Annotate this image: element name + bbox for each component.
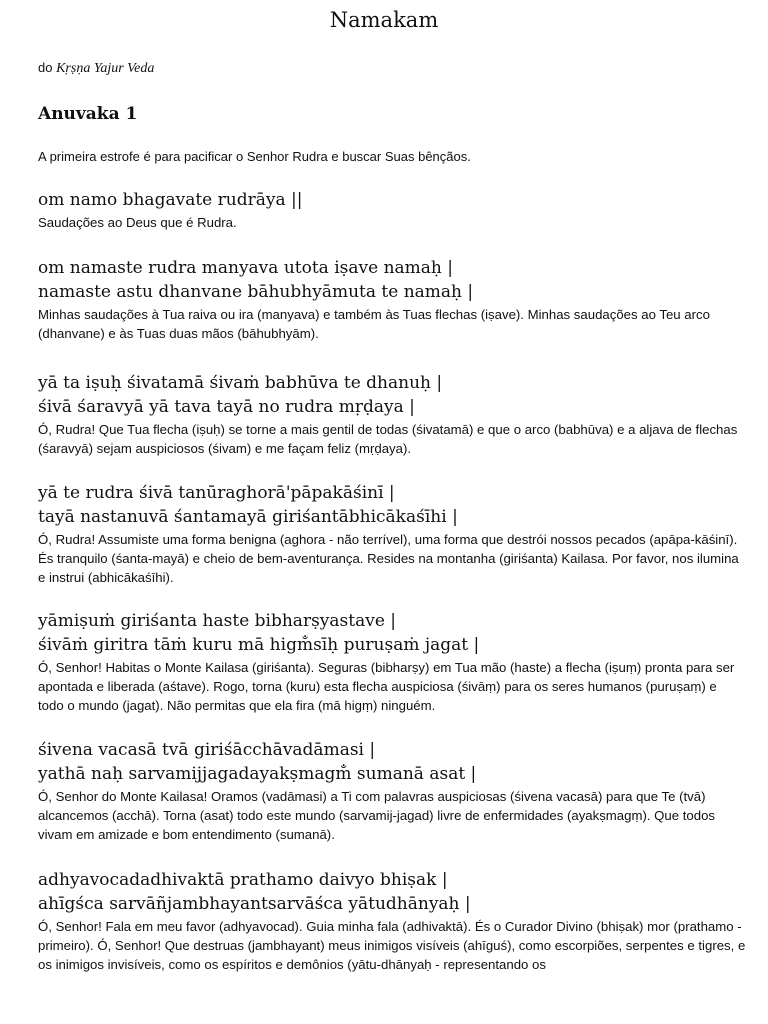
sanskrit-line: yāmiṣuṁ giriśanta haste bibharṣyastave | xyxy=(38,611,397,631)
sanskrit-line: om namaste rudra manyava utota iṣave namaḥ | xyxy=(38,258,453,278)
verse-6 xyxy=(38,738,738,844)
sanskrit-line: yathā naḥ sarvamijjagadayakṣmagm̐ sumanā asat | xyxy=(38,764,477,784)
sanskrit-line: śivena vacasā tvā giriśācchāvadāmasi | xyxy=(38,740,376,760)
verse-1 xyxy=(38,188,738,232)
source-prefix: do xyxy=(38,60,53,75)
sanskrit-line: om namo bhagavate rudrāya || xyxy=(38,190,303,210)
verse-3 xyxy=(38,371,738,458)
sanskrit-line: śivā śaravyā yā tava tayā no rudra mṛḍaya | xyxy=(38,397,415,417)
verse-2 xyxy=(38,256,738,343)
sanskrit-line: adhyavocadadhivaktā prathamo daivyo bhiṣak | xyxy=(38,870,448,890)
section-heading: Anuvaka 1 xyxy=(38,104,138,124)
sanskrit-line: namaste astu dhanvane bāhubhyāmuta te namaḥ | xyxy=(38,282,474,302)
source-line xyxy=(38,60,154,77)
intro-paragraph: A primeira estrofe é para pacificar o Senhor Rudra e buscar Suas bênçãos. xyxy=(38,149,471,164)
translation: Ó, Rudra! Que Tua flecha (iṣuḥ) se torne a mais gentil de todas (śivatamā) e que o arco (babhūva) e a aljava de flechas (śaravyā) sejam auspiciosos (śivam) e me façam feliz (mṛḍaya). xyxy=(38,422,738,456)
sanskrit-line: ahīgśca sarvāñjambhayantsarvāśca yātudhānyaḥ | xyxy=(38,894,471,914)
verse-4 xyxy=(38,481,738,587)
sanskrit-line: tayā nastanuvā śantamayā giriśantābhicākaśīhi | xyxy=(38,507,458,527)
translation: Ó, Senhor do Monte Kailasa! Oramos (vadāmasi) a Ti com palavras auspiciosas (śivena vacasā) para que Te (tvā) alcancemos (acchā). Torna (asat) todo este mundo (sarvamij-jagad) livre de enfermidades (ayakṣmagṃ). Que todos vivam em amizade e bom entendimento (sumanā). xyxy=(38,789,716,842)
translation: Ó, Rudra! Assumiste uma forma benigna (aghora - não terrível), uma forma que destrói nossos pecados (apāpa-kāśinī). És tranquilo (śanta-mayā) e cheio de bem-aventurança. Resides na montanha (giriśanta) Kailasa. Por favor, nos ilumina e instrui (abhicākaśīhi). xyxy=(38,532,739,585)
verse-5 xyxy=(38,609,738,715)
sanskrit-line: yā ta iṣuḥ śivatamā śivaṁ babhūva te dhanuḥ | xyxy=(38,373,443,393)
translation: Minhas saudações à Tua raiva ou ira (manyava) e também às Tuas flechas (iṣave). Minhas saudações ao Teu arco (dhanvane) e às Tuas duas mãos (bāhubhyām). xyxy=(38,307,710,341)
sanskrit-line: śivāṁ giritra tāṁ kuru mā higm̐sīḥ puruṣaṁ jagat | xyxy=(38,635,480,655)
page-title: Namakam xyxy=(329,8,439,32)
translation: Ó, Senhor! Fala em meu favor (adhyavocad). Guia minha fala (adhivaktā). És o Curador Divino (bhiṣak) mor (prathamo - primeiro). Ó, Senhor! Que destruas (jambhayant) meus inimigos visíveis (ahīguś), como escorpiões, serpentes e tigres, e os inimigos invisíveis, como os espíritos e demônios (yātu-dhānyaḥ - representando os xyxy=(38,919,746,972)
verse-7 xyxy=(38,868,746,974)
source-work: Kṛṣṇa Yajur Veda xyxy=(56,61,155,76)
translation: Ó, Senhor! Habitas o Monte Kailasa (giriśanta). Seguras (bibharṣy) em Tua mão (haste) a flecha (iṣuṃ) pronta para ser apontada e liberada (aśtave). Rogo, torna (kuru) esta flecha auspiciosa (śivāṃ) para os seres humanos (puruṣaṃ) e todo o mundo (jagat). Não permitas que ela fira (mā higṃ) ninguém. xyxy=(38,660,735,713)
sanskrit-line: yā te rudra śivā tanūraghorā'pāpakāśinī | xyxy=(38,483,395,503)
translation: Saudações ao Deus que é Rudra. xyxy=(38,215,237,230)
